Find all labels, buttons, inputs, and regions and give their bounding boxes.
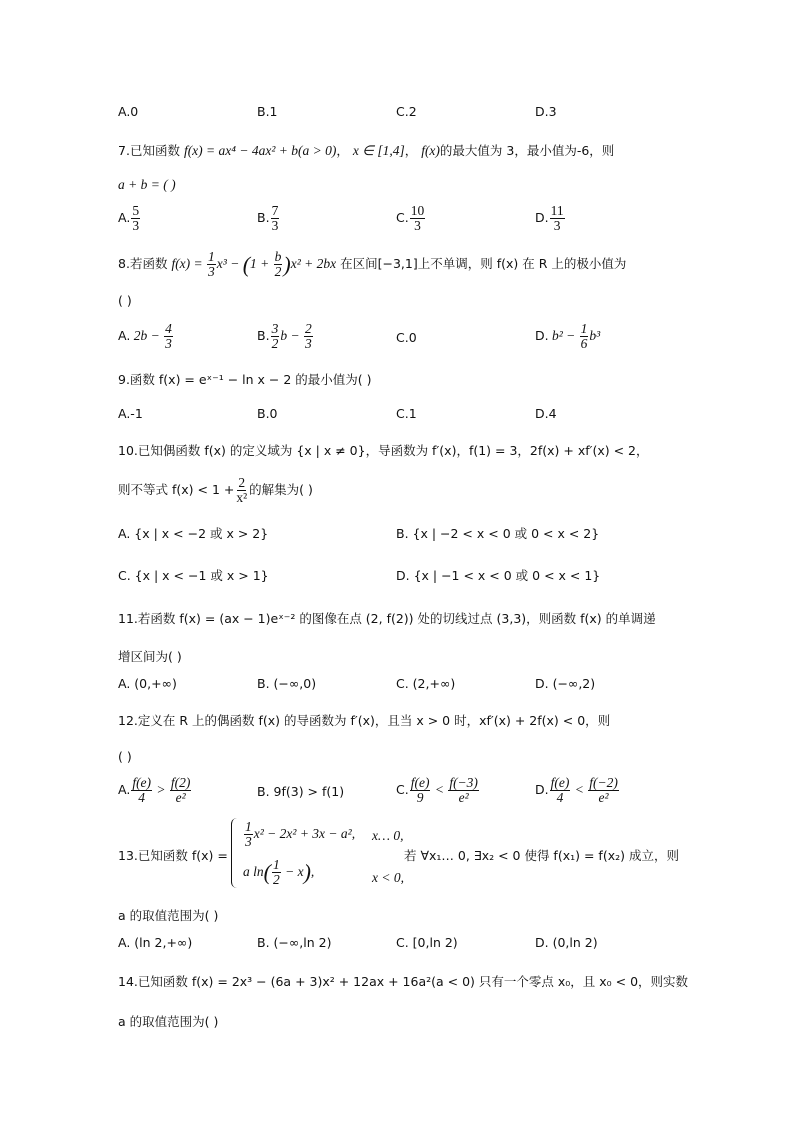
- q9-option-c: C.1: [396, 406, 417, 421]
- q12-line1: 12.定义在 R 上的偶函数 f(x) 的导函数为 f′(x)，且当 x > 0 时，xf′(x) + 2f(x) < 0，则: [118, 713, 611, 728]
- q11-option-c: C. (2,+∞): [396, 676, 456, 691]
- q8-option-a: A. 2b − $\frac{4}{3}$: [118, 321, 172, 352]
- q14-line2: a 的取值范围为( ): [118, 1014, 219, 1029]
- q9-option-a: A.-1: [118, 406, 143, 421]
- q9-option-d: D.4: [535, 406, 557, 421]
- q13-option-b: B. (−∞,ln 2): [257, 935, 332, 950]
- q8-function: f(x) = $\frac{1}{3}$ x³ − (1 + $\frac{b}{2}$ )x² + 2bx: [171, 249, 337, 280]
- q10-line2: 则不等式 f(x) < 1 + $\frac{2}{\text{x²}}$ 的解集为( ): [118, 475, 313, 506]
- q13-piece2: a ln( $\frac{1}{2}$ − x),: [243, 857, 315, 888]
- q8-option-d: D. b² − $\frac{1}{6}$ b³: [535, 321, 601, 352]
- q7-option-a: A. $\frac{5}{3}$: [118, 203, 140, 234]
- q13-brace: [231, 818, 240, 888]
- q11-option-a: A. (0,+∞): [118, 676, 177, 691]
- q7-domain: x ∈ [1,4]: [352, 143, 405, 158]
- q12-option-b: B. 9f(3) > f(1): [257, 784, 345, 799]
- q13-lead: 13.已知函数 f(x) =: [118, 848, 228, 863]
- q11-option-b: B. (−∞,0): [257, 676, 317, 691]
- q13-tail: 若 ∀x₁… 0, ∃x₂ < 0 使得 f(x₁) = f(x₂) 成立，则: [404, 848, 679, 863]
- q8-option-b: B. $\frac{3}{2}$ b − $\frac{2}{3}$: [257, 321, 312, 352]
- q14-line1: 14.已知函数 f(x) = 2x³ − (6a + 3)x² + 12ax + 16a²(a < 0) 只有一个零点 x₀，且 x₀ < 0，则实数: [118, 974, 689, 989]
- q11-line1: 11.若函数 f(x) = (ax − 1)eˣ⁻² 的图像在点 (2, f(2)) 处的切线过点 (3,3)，则函数 f(x) 的单调递: [118, 611, 656, 626]
- q7-line2: a + b = ( ): [118, 177, 176, 192]
- q13-cond1: x… 0,: [372, 828, 404, 843]
- q7-fx: f(x): [421, 143, 440, 158]
- q11-line2: 增区间为( ): [118, 649, 182, 664]
- q13-piece1: $\frac{1}{3}$ x² − 2x² + 3x − a²,: [245, 819, 356, 850]
- q13-option-d: D. (0,ln 2): [535, 935, 598, 950]
- q7-option-b: B. $\frac{7}{3}$: [257, 203, 279, 234]
- q6-option-a: A.0: [118, 104, 139, 119]
- q10-option-a: A. {x | x < −2 或 x > 2}: [118, 526, 269, 541]
- q12-option-c: C. $\frac{f(e)}{9}$ < $\frac{f(-3)}{\text{e²}}$: [396, 775, 478, 806]
- q13-cond2: x < 0,: [372, 870, 404, 885]
- q9-line: 9.函数 f(x) = eˣ⁻¹ − ln x − 2 的最小值为( ): [118, 372, 372, 387]
- q8-tail: 在区间[−3,1]上不单调，则 f(x) 在 R 上的极小值为: [340, 255, 627, 271]
- q8-option-c: C.0: [396, 330, 417, 345]
- q7-number: 7.: [118, 143, 130, 158]
- q6-option-b: B.1: [257, 104, 278, 119]
- q12-line2: ( ): [118, 749, 132, 764]
- q13-line2: a 的取值范围为( ): [118, 908, 219, 923]
- q10-option-b: B. {x | −2 < x < 0 或 0 < x < 2}: [396, 526, 600, 541]
- q7-text: 的最大值为 3，最小值为-6，则: [439, 143, 615, 158]
- q10-option-c: C. {x | x < −1 或 x > 1}: [118, 568, 269, 583]
- q9-option-b: B.0: [257, 406, 278, 421]
- q13-option-c: C. [0,ln 2): [396, 935, 458, 950]
- q6-option-c: C.2: [396, 104, 417, 119]
- q13-option-a: A. (ln 2,+∞): [118, 935, 193, 950]
- q10-option-d: D. {x | −1 < x < 0 或 0 < x < 1}: [396, 568, 601, 583]
- q7-option-c: C. $\frac{10}{3}$: [396, 203, 425, 234]
- q6-option-d: D.3: [535, 104, 557, 119]
- q12-option-a: A. $\frac{f(e)}{4}$ > $\frac{f(2)}{\text{e²}}$: [118, 775, 191, 806]
- q8-line1: 8.若函数 f(x) = $\frac{1}{3}$ x³ − (1 + $\frac{b}{2}$ )x² + 2bx 在区间[−3,1]上不单调，则 f(x) 在 R 上的极小值为: [118, 249, 627, 280]
- q10-line1: 10.已知偶函数 f(x) 的定义域为 {x | x ≠ 0}，导函数为 f′(x)，f(1) = 3，2f(x) + xf′(x) < 2，: [118, 443, 649, 458]
- q7-lead: 已知函数: [129, 143, 180, 158]
- q8-paren: ( ): [118, 293, 132, 308]
- q7-line1: 7.已知函数 f(x) = ax⁴ − 4ax² + b(a > 0)， x ∈ [1,4]， f(x)的最大值为 3，最小值为-6，则: [118, 143, 615, 158]
- q11-option-d: D. (−∞,2): [535, 676, 596, 691]
- q12-option-d: D. $\frac{f(e)}{4}$ < $\frac{f(-2)}{\text{e²}}$: [535, 775, 618, 806]
- q7-function: f(x) = ax⁴ − 4ax² + b(a > 0): [183, 143, 337, 158]
- q7-option-d: D. $\frac{11}{3}$: [535, 203, 564, 234]
